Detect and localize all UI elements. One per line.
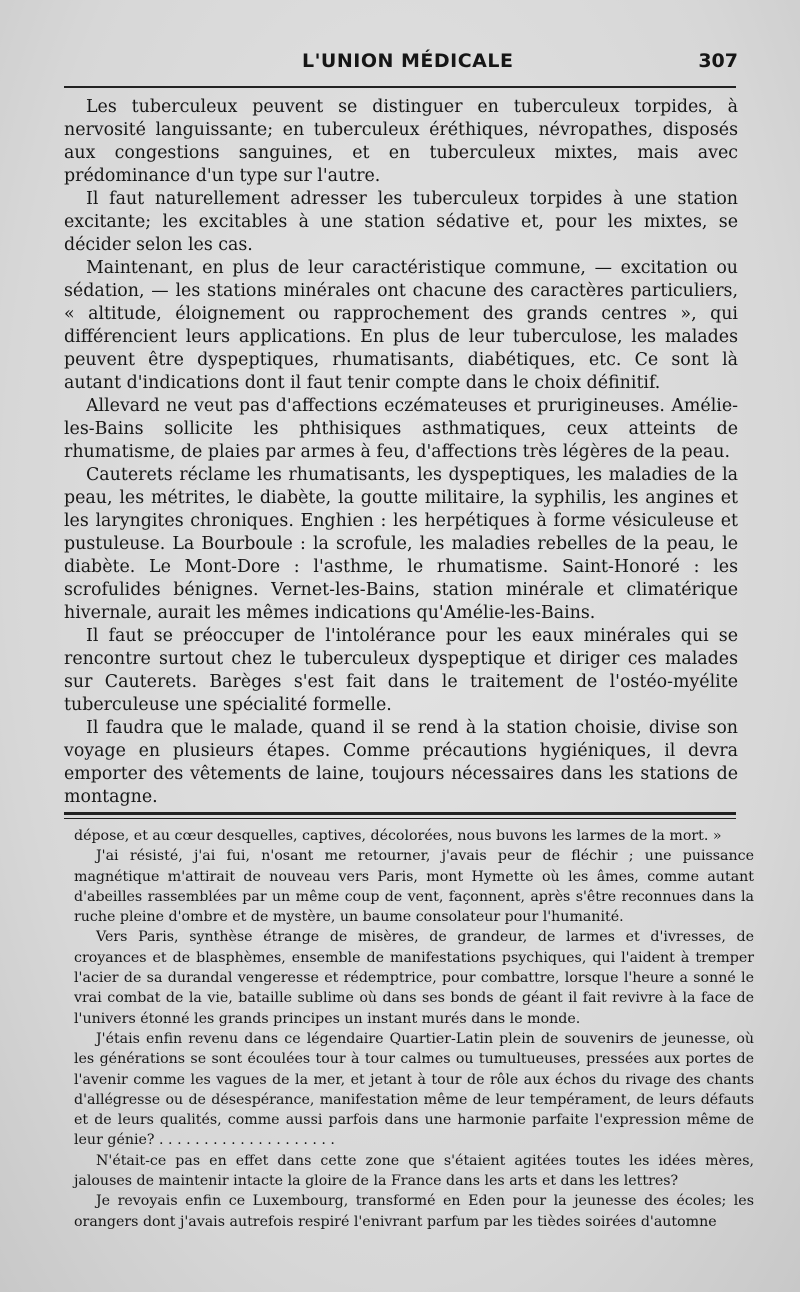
paragraph: Il faut se préoccuper de l'intolérance pour les eaux minérales qui se rencontre surtout chez le tuberculeux dyspeptique et diriger ces malades sur Cauterets. Barèges s'est fait dans le traitement de l'ostéo-myélite tuberculeuse une spécialité formelle. — [64, 626, 738, 715]
paragraph: Il faut naturellement adresser les tuberculeux torpides à une station excitante; les excitables à une station sédative et, pour les mixtes, se décider selon les cas. — [64, 189, 738, 255]
feuilleton-rule-thick — [64, 812, 736, 815]
article-main-text — [64, 96, 738, 809]
paragraph: Il faudra que le malade, quand il se rend à la station choisie, divise son voyage en plusieurs étapes. Comme précautions hygiéniques, il devra emporter des vêtements de laine, toujours nécessaires dans les stations de montagne. — [64, 718, 738, 807]
paragraph: J'étais enfin revenu dans ce légendaire Quartier-Latin plein de souvenirs de jeunesse, où les générations se sont écoulées tour à tour calmes ou tumultueuses, pressées aux portes de l'avenir comme les vagues de la mer, et jetant à tour de rôle aux échos du rivage des chants d'allégresse ou de désespérance, manifestation même de leur tempérament, de leurs défauts et de leurs qualités, comme aussi parfois dans une harmonie parfaite l'expression même de leur génie? . . . . . . . . . . . . . . . . . . . . — [74, 1030, 754, 1149]
paragraph: N'était-ce pas en effet dans cette zone que s'étaient agitées toutes les idées mères, jalouses de maintenir intacte la gloire de la France dans les arts et dans les lettres? — [74, 1152, 754, 1190]
page-header — [72, 48, 738, 78]
feuilleton-rule-thin — [64, 818, 736, 819]
page-number: 307 — [698, 50, 738, 72]
paragraph: Cauterets réclame les rhumatisants, les dyspeptiques, les maladies de la peau, les métrites, le diabète, la goutte militaire, la syphilis, les angines et les laryngites chroniques. Enghien : les herpétiques à forme vésiculeuse et pustuleuse. La Bourboule : la scrofule, les maladies rebelles de la peau, le diabète. Le Mont-Dore : l'asthme, le rhumatisme. Saint-Honoré : les scrofulides bénignes. Vernet-les-Bains, station minérale et climatérique hivernale, aurait les mêmes indications qu'Amélie-les-Bains. — [64, 465, 738, 623]
paragraph: Maintenant, en plus de leur caractéristique commune, — excitation ou sédation, — les stations minérales ont chacune des caractères particuliers, « altitude, éloignement ou rapprochement des grands centres », qui différencient leurs applications. En plus de leur tuberculose, les malades peuvent être dyspeptiques, rhumatisants, diabétiques, etc. Ce sont là autant d'indications dont il faut tenir compte dans le choix définitif. — [64, 258, 738, 393]
paragraph: J'ai résisté, j'ai fui, n'osant me retourner, j'avais peur de fléchir ; une puissance magnétique m'attirait de nouveau vers Paris, mont Hymette où les âmes, comme autant d'abeilles rassemblées par un même coup de vent, façonnent, après s'être reconnues dans la ruche pleine d'ombre et de mystère, un baume consolateur pour l'humanité. — [74, 848, 754, 926]
paragraph: dépose, et au cœur desquelles, captives, décolorées, nous buvons les larmes de la mort. » — [74, 828, 722, 844]
paragraph: Les tuberculeux peuvent se distinguer en tuberculeux torpides, à nervosité languissante; en tuberculeux éréthiques, névropathes, disposés aux congestions sanguines, et en tuberculeux mixtes, mais avec prédominance d'un type sur l'autre. — [64, 97, 738, 186]
running-title: L'UNION MÉDICALE — [302, 50, 514, 72]
header-rule — [64, 86, 736, 88]
paragraph: Vers Paris, synthèse étrange de misères, de grandeur, de larmes et d'ivresses, de croyances et de blasphèmes, ensemble de manifestations psychiques, qui l'aident à tremper l'acier de sa durandal vengeresse et rédemptrice, pour combattre, lorsque l'heure a sonné le vrai combat de la vie, bataille sublime où dans ses bonds de géant il fait revivre à la face de l'univers étonné les grands principes un instant murés dans le monde. — [74, 929, 754, 1027]
feuilleton-text — [74, 826, 754, 1232]
paragraph: Allevard ne veut pas d'affections eczémateuses et prurigineuses. Amélie-les-Bains sollicite les phthisiques asthmatiques, ceux atteints de rhumatisme, de plaies par armes à feu, d'affections très légères de la peau. — [64, 396, 738, 462]
paragraph: Je revoyais enfin ce Luxembourg, transformé en Eden pour la jeunesse des écoles; les orangers dont j'avais autrefois respiré l'enivrant parfum par les tièdes soirées d'automne — [74, 1193, 754, 1230]
